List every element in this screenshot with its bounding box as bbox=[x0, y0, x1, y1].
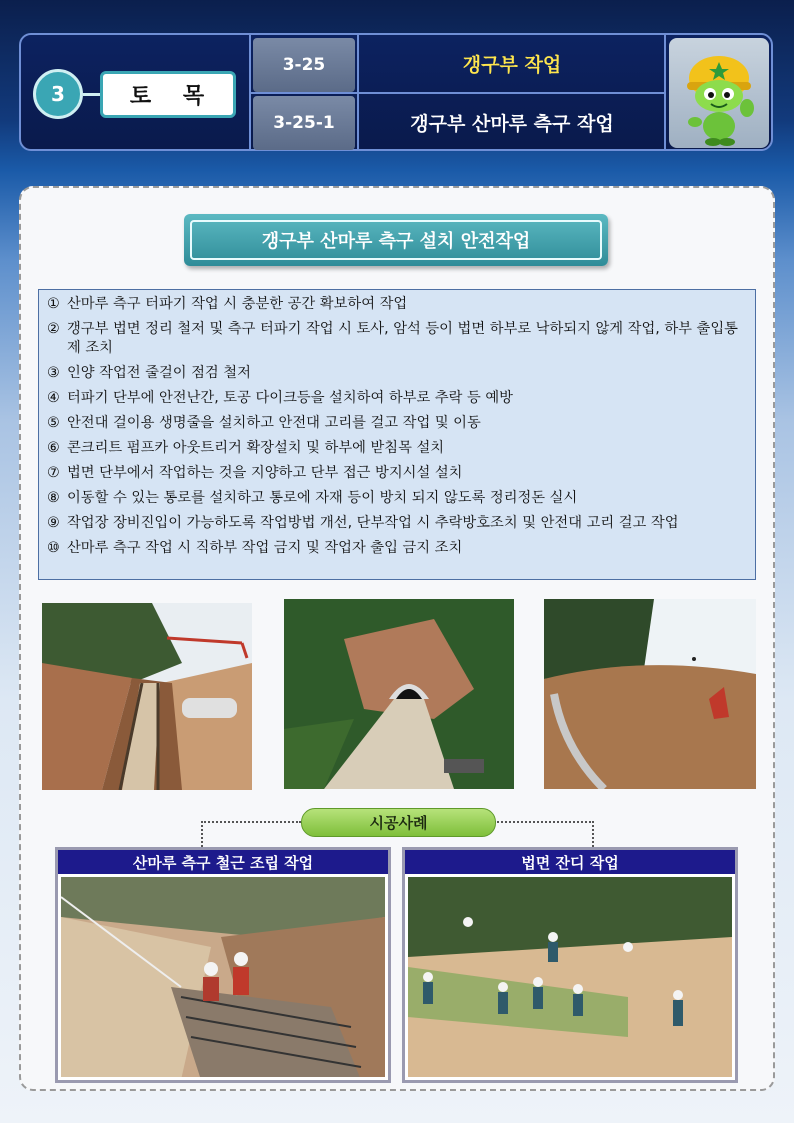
list-item: ④ 터파기 단부에 안전난간, 토공 다이크등을 설치하여 하부로 추락 등 예방 bbox=[47, 390, 513, 406]
chapter-number: 3 bbox=[33, 69, 83, 119]
example-banner: 시공사례 bbox=[301, 808, 496, 837]
trench-photo bbox=[42, 603, 252, 790]
header-divider bbox=[664, 35, 666, 149]
list-item: ⑩ 산마루 측구 작업 시 직하부 작업 금지 및 작업자 출입 금지 조치 bbox=[47, 540, 463, 556]
case-label: 산마루 측구 철근 조립 작업 bbox=[58, 850, 388, 874]
connector-line bbox=[201, 821, 301, 823]
section-title: 갱구부 작업 bbox=[462, 53, 562, 76]
case-rebar-assembly bbox=[55, 847, 391, 1083]
connector-line bbox=[201, 821, 203, 847]
section-code: 3-25 bbox=[253, 38, 355, 92]
list-item: ⑤ 안전대 걸이용 생명줄을 설치하고 안전대 고리를 걸고 작업 및 이동 bbox=[47, 415, 481, 431]
list-item: ⑥ 콘크리트 펌프카 아웃트리거 확장설치 및 하부에 받침목 설치 bbox=[47, 440, 445, 456]
slope-curb-photo bbox=[544, 599, 756, 789]
tunnel-portal-photo bbox=[284, 599, 514, 789]
safety-mascot-icon bbox=[669, 38, 769, 148]
rebar-assembly-photo bbox=[61, 877, 385, 1077]
safety-work-title-box bbox=[184, 214, 608, 266]
subsection-title: 갱구부 산마루 측구 작업 bbox=[410, 112, 614, 135]
connector-line bbox=[494, 821, 594, 823]
list-item: ⑦ 법면 단부에서 작업하는 것을 지양하고 단부 접근 방지시설 설치 bbox=[47, 465, 463, 481]
list-item: ① 산마루 측구 터파기 작업 시 충분한 공간 확보하여 작업 bbox=[47, 296, 408, 312]
subsection-code: 3-25-1 bbox=[253, 96, 355, 150]
header-divider bbox=[250, 92, 664, 94]
case-slope-turf bbox=[402, 847, 738, 1083]
category-label: 토 목 bbox=[100, 71, 236, 118]
slope-turf-photo bbox=[408, 877, 732, 1077]
list-item: ⑨ 작업장 장비진입이 가능하도록 작업방법 개선, 단부작업 시 추락방호조치 및 안전대 고리 걸고 작업 bbox=[47, 515, 679, 531]
list-item: ⑧ 이동할 수 있는 통로를 설치하고 통로에 자재 등이 방치 되지 않도록 정리정돈 실시 bbox=[47, 490, 578, 506]
list-item: ③ 인양 작업전 줄걸이 점검 철저 bbox=[47, 365, 251, 381]
safety-checklist bbox=[38, 289, 756, 580]
safety-work-title: 갱구부 산마루 측구 설치 안전작업 bbox=[190, 220, 602, 260]
case-label: 법면 잔디 작업 bbox=[405, 850, 735, 874]
list-item: ② 갱구부 법면 정리 철저 및 측구 터파기 작업 시 토사, 암석 등이 법면 하부로 낙하되지 않게 작업, 하부 출입통제 조치 bbox=[47, 321, 738, 356]
connector-line bbox=[83, 93, 101, 96]
connector-line bbox=[592, 821, 594, 847]
